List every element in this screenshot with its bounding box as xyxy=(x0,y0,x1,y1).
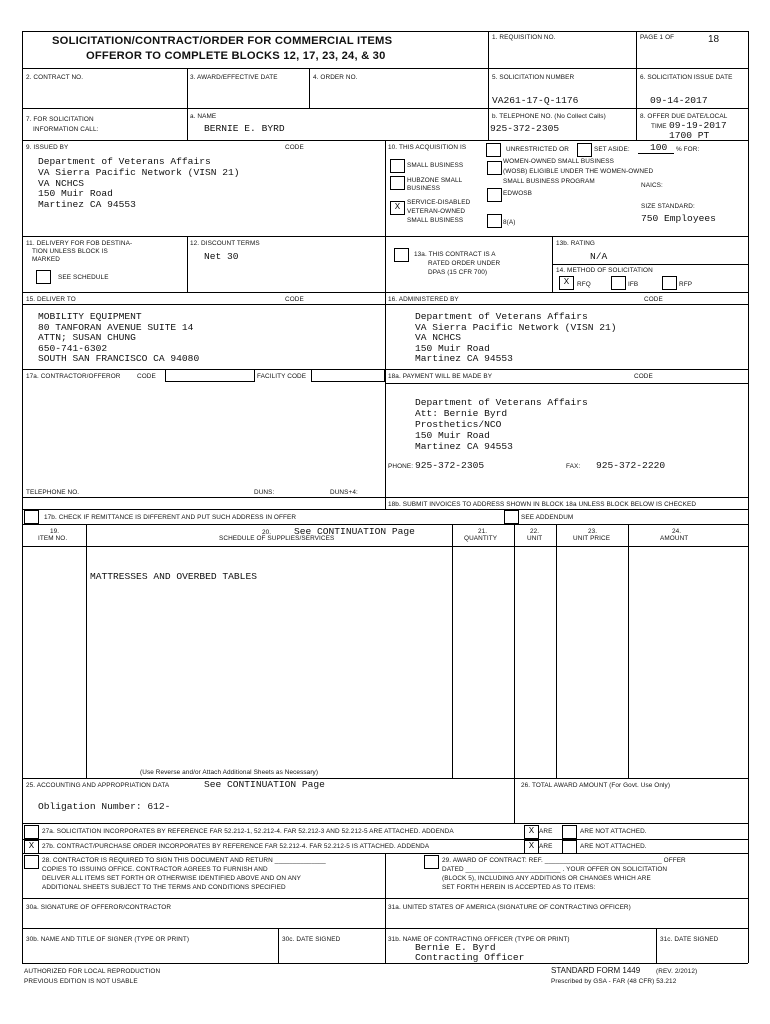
contractor-code-field[interactable] xyxy=(165,369,255,382)
form-subtitle: OFFEROR TO COMPLETE BLOCKS 12, 17, 23, 24, & 30 xyxy=(86,50,386,62)
edwosb-label: EDWOSB xyxy=(503,190,533,197)
remittance-label: 17b. CHECK IF REMITTANCE IS DIFFERENT AND PUT SUCH ADDRESS IN OFFER xyxy=(44,514,297,521)
time-label: TIME xyxy=(651,123,667,130)
27a-are-not-label: ARE NOT ATTACHED. xyxy=(580,828,647,835)
naics-label: NAICS: xyxy=(641,182,663,189)
28-line-2: COPIES TO ISSUING OFFICE. CONTRACTOR AGREES TO FURNISH AND xyxy=(42,866,268,873)
accounting-label: 25. ACCOUNTING AND APPROPRIATION DATA xyxy=(26,782,170,789)
29-line-2: DATED __________________________ . YOUR OFFER ON SOLICITATION xyxy=(442,866,668,873)
see-schedule-checkbox[interactable] xyxy=(36,270,51,284)
sdvosb-checkbox[interactable]: X xyxy=(390,201,405,215)
payment-fax-label: FAX: xyxy=(566,463,581,470)
supplies-label: SCHEDULE OF SUPPLIES/SERVICES xyxy=(219,535,335,542)
unrestricted-label: UNRESTRICTED OR xyxy=(506,146,569,153)
item-no-num: 19. xyxy=(50,528,60,535)
item-no-label: ITEM NO. xyxy=(38,535,68,542)
offeror-date-label: 30c. DATE SIGNED xyxy=(282,936,341,943)
administered-by-line-3: VA NCHCS xyxy=(415,332,462,343)
27b-are-not-label: ARE NOT ATTACHED. xyxy=(580,843,647,850)
27a-label: 27a. SOLICITATION INCORPORATES BY REFERENCE FAR 52.212-1, 52.212-4. FAR 52.212-3 AND 52.212-5 ARE ATTACHED. ADDENDA xyxy=(42,828,454,835)
28-line-4: ADDITIONAL SHEETS SUBJECT TO THE TERMS AND CONDITIONS SPECIFIED xyxy=(42,884,286,891)
eight-a-checkbox[interactable] xyxy=(487,214,502,228)
hubzone-checkbox[interactable] xyxy=(390,176,405,190)
footer-reproduction: AUTHORIZED FOR LOCAL REPRODUCTION xyxy=(24,968,161,975)
unit-label: UNIT xyxy=(527,535,543,542)
accounting-continuation: See CONTINUATION Page xyxy=(204,779,325,790)
signature-co-label: 31a. UNITED STATES OF AMERICA (SIGNATURE OF CONTRACTING OFFICER) xyxy=(388,904,631,911)
size-standard-label: SIZE STANDARD: xyxy=(641,203,695,210)
order-no-label: 4. ORDER NO. xyxy=(313,74,358,81)
co-title: Contracting Officer xyxy=(415,952,525,963)
issued-by-line-1: Department of Veterans Affairs xyxy=(38,156,211,167)
discount-terms-label: 12. DISCOUNT TERMS xyxy=(190,240,260,247)
sdvosb-label: SERVICE-DISABLED xyxy=(407,199,471,206)
dpas-checkbox[interactable] xyxy=(394,248,409,262)
footer-previous-edition: PREVIOUS EDITION IS NOT USABLE xyxy=(24,978,138,985)
page-label: PAGE 1 OF xyxy=(640,34,675,41)
delivery-fob-label-3: MARKED xyxy=(32,256,60,263)
signer-name-label: 30b. NAME AND TITLE OF SIGNER (TYPE OR PRINT) xyxy=(26,936,190,943)
sdvosb-label-3: SMALL BUSINESS xyxy=(407,217,464,224)
solicitation-number[interactable]: VA261-17-Q-1176 xyxy=(492,95,579,106)
hubzone-label-2: BUSINESS xyxy=(407,185,441,192)
contact-name-label: a. NAME xyxy=(190,113,217,120)
deliver-to-label: 15. DELIVER TO xyxy=(26,296,76,303)
payment-code-label: CODE xyxy=(634,373,653,380)
27a-are-label: ARE xyxy=(539,828,553,835)
set-aside-percent[interactable]: 100 xyxy=(650,142,668,153)
amount-label: AMOUNT xyxy=(660,535,689,542)
dpas-label-2: RATED ORDER UNDER xyxy=(428,260,501,267)
total-award-label: 26. TOTAL AWARD AMOUNT (For Govt. Use Only) xyxy=(521,782,671,789)
payment-by-label: 18a. PAYMENT WILL BE MADE BY xyxy=(388,373,493,380)
rating-label: 13b. RATING xyxy=(556,240,595,247)
rfq-checkbox[interactable]: X xyxy=(559,276,574,290)
standard-form-name: STANDARD FORM 1449 xyxy=(551,966,641,975)
deliver-to-line-4: 650-741-6302 xyxy=(38,343,108,354)
payment-line-2: Att: Bernie Byrd xyxy=(415,408,508,419)
solicitation-number-label: 5. SOLICITATION NUMBER xyxy=(492,74,575,81)
payment-line-3: Prosthetics/NCO xyxy=(415,419,502,430)
requisition-label: 1. REQUISITION NO. xyxy=(492,34,556,41)
hubzone-label: HUBZONE SMALL xyxy=(407,177,463,184)
administered-by-line-1: Department of Veterans Affairs xyxy=(415,311,588,322)
quantity-num: 21. xyxy=(478,528,488,535)
dpas-label-3: DPAS (15 CFR 700) xyxy=(428,269,488,276)
wosb-checkbox[interactable] xyxy=(487,161,502,175)
27b-are-not-checkbox[interactable] xyxy=(562,840,577,854)
27a-checkbox[interactable] xyxy=(24,825,39,839)
contractor-label: 17a. CONTRACTOR/OFFEROR xyxy=(26,373,121,380)
27b-are-label: ARE xyxy=(539,843,553,850)
issued-by-line-4: 150 Muir Road xyxy=(38,188,113,199)
dpas-label: 13a. THIS CONTRACT IS A xyxy=(414,251,496,258)
page-total: 18 xyxy=(708,34,720,45)
unit-price-label: UNIT PRICE xyxy=(573,535,611,542)
28-line-3: DELIVER ALL ITEMS SET FORTH OR OTHERWISE IDENTIFIED ABOVE AND ON ANY xyxy=(42,875,302,882)
issue-date-label: 6. SOLICITATION ISSUE DATE xyxy=(640,74,733,81)
form-title: SOLICITATION/CONTRACT/ORDER FOR COMMERCIAL ITEMS xyxy=(52,35,393,47)
delivery-fob-label: 11. DELIVERY FOR FOB DESTINA- xyxy=(26,240,133,247)
contractor-telephone-label: TELEPHONE NO. xyxy=(26,489,80,496)
27b-are-checkbox[interactable]: X xyxy=(524,840,539,854)
prescribed-by: Prescribed by GSA - FAR (48 CFR) 53.212 xyxy=(551,978,677,985)
offer-due-label: 8. OFFER DUE DATE/LOCAL xyxy=(640,113,728,120)
method-label: 14. METHOD OF SOLICITATION xyxy=(556,267,653,274)
see-addendum-label: SEE ADDENDUM xyxy=(521,514,574,521)
award-date-label: 3. AWARD/EFFECTIVE DATE xyxy=(190,74,278,81)
wosb-label-2: (WOSB) ELIGIBLE UNDER THE WOMEN-OWNED xyxy=(503,168,654,175)
28-checkbox[interactable] xyxy=(24,855,39,869)
offer-due-time[interactable]: 1700 PT xyxy=(669,130,710,141)
rfp-checkbox[interactable] xyxy=(662,276,677,290)
administered-by-label: 16. ADMINISTERED BY xyxy=(388,296,459,303)
payment-phone[interactable]: 925-372-2305 xyxy=(415,460,485,471)
acquisition-label: 10. THIS ACQUISITION IS xyxy=(388,144,467,151)
deliver-to-line-3: ATTN; SUSAN CHUNG xyxy=(38,332,136,343)
payment-fax[interactable]: 925-372-2220 xyxy=(596,460,666,471)
percent-for-label: % FOR: xyxy=(676,146,700,153)
delivery-fob-label-2: TION UNLESS BLOCK IS xyxy=(32,248,108,255)
issued-by-label: 9. ISSUED BY xyxy=(26,144,69,151)
29-line-1: 29. AWARD OF CONTRACT: REF. ________________________________ OFFER xyxy=(442,857,686,864)
payment-line-5: Martinez CA 94553 xyxy=(415,441,513,452)
facility-code-label: FACILITY CODE xyxy=(257,373,307,380)
wosb-label: WOMEN-OWNED SMALL BUSINESS xyxy=(503,158,615,165)
deliver-to-line-1: MOBILITY EQUIPMENT xyxy=(38,311,142,322)
schedule-continuation: See CONTINUATION Page xyxy=(294,526,415,537)
info-call-label: 7. FOR SOLICITATION xyxy=(26,116,94,123)
28-line-1: 28. CONTRACTOR IS REQUIRED TO SIGN THIS DOCUMENT AND RETURN ______________ xyxy=(42,857,326,864)
quantity-label: QUANTITY xyxy=(464,535,498,542)
discount-terms-value[interactable]: Net 30 xyxy=(204,251,239,262)
payment-line-1: Department of Veterans Affairs xyxy=(415,397,588,408)
administered-by-line-5: Martinez CA 94553 xyxy=(415,353,513,364)
unit-num: 22. xyxy=(530,528,540,535)
telephone-value[interactable]: 925-372-2305 xyxy=(490,123,560,134)
signature-offeror-label: 30a. SIGNATURE OF OFFEROR/CONTRACTOR xyxy=(26,904,172,911)
small-business-checkbox[interactable] xyxy=(390,159,405,173)
co-name-label: 31b. NAME OF CONTRACTING OFFICER (TYPE OR PRINT) xyxy=(388,936,570,943)
contract-no-label: 2. CONTRACT NO. xyxy=(26,74,84,81)
sdvosb-label-2: VETERAN-OWNED xyxy=(407,208,466,215)
co-date-label: 31c. DATE SIGNED xyxy=(660,936,719,943)
eight-a-label: 8(A) xyxy=(503,219,516,226)
issued-by-line-5: Martinez CA 94553 xyxy=(38,199,136,210)
duns-label: DUNS: xyxy=(254,489,275,496)
27b-label: 27b. CONTRACT/PURCHASE ORDER INCORPORATES BY REFERENCE FAR 52.212-4. FAR 52.212-5 IS ATTACHED. ADDENDA xyxy=(42,843,430,850)
co-name: Bernie E. Byrd xyxy=(415,942,496,953)
remittance-checkbox[interactable] xyxy=(24,510,39,524)
29-line-4: SET FORTH HEREIN IS ACCEPTED AS TO ITEMS: xyxy=(442,884,596,891)
administered-by-line-4: 150 Muir Road xyxy=(415,343,490,354)
standard-form-rev: (REV. 2/2012) xyxy=(656,968,698,975)
issued-by-line-3: VA NCHCS xyxy=(38,178,85,189)
27a-are-not-checkbox[interactable] xyxy=(562,825,577,839)
duns4-label: DUNS+4: xyxy=(330,489,358,496)
set-aside-checkbox[interactable] xyxy=(577,143,592,157)
amount-num: 24. xyxy=(672,528,682,535)
27a-are-checkbox[interactable]: X xyxy=(524,825,539,839)
27b-checkbox[interactable]: X xyxy=(24,840,39,854)
see-addendum-checkbox[interactable] xyxy=(504,510,519,524)
deliver-to-code-label: CODE xyxy=(285,296,304,303)
invoice-label: 18b. SUBMIT INVOICES TO ADDRESS SHOWN IN BLOCK 18a UNLESS BLOCK BELOW IS CHECKED xyxy=(388,501,697,508)
issued-by-code-label: CODE xyxy=(285,144,304,151)
rating-value[interactable]: N/A xyxy=(590,251,608,262)
deliver-to-line-2: 80 TANFORAN AVENUE SUITE 14 xyxy=(38,322,194,333)
telephone-label: b. TELEPHONE NO. (No Collect Calls) xyxy=(492,113,606,120)
deliver-to-line-5: SOUTH SAN FRANCISCO CA 94080 xyxy=(38,353,200,364)
29-checkbox[interactable] xyxy=(424,855,439,869)
small-business-label: SMALL BUSINESS xyxy=(407,162,464,169)
issued-by-line-2: VA Sierra Pacific Network (VISN 21) xyxy=(38,167,240,178)
contact-name[interactable]: BERNIE E. BYRD xyxy=(204,123,285,134)
edwosb-checkbox[interactable] xyxy=(487,188,502,202)
unit-price-num: 23. xyxy=(588,528,598,535)
rfp-label: RFP xyxy=(679,281,693,288)
facility-code-field[interactable] xyxy=(311,369,385,382)
obligation-number[interactable]: Obligation Number: 612- xyxy=(38,801,171,812)
size-standard-value[interactable]: 750 Employees xyxy=(641,213,716,224)
ifb-label: IFB xyxy=(628,281,639,288)
see-schedule-label: SEE SCHEDULE xyxy=(58,274,109,281)
info-call-label-2: INFORMATION CALL: xyxy=(33,126,99,133)
rfq-label: RFQ xyxy=(577,281,591,288)
offer-due-date[interactable]: 09-19-2017 xyxy=(669,120,727,131)
set-aside-label: SET ASIDE: xyxy=(594,146,630,153)
contractor-code-label: CODE xyxy=(137,373,156,380)
issue-date[interactable]: 09-14-2017 xyxy=(650,95,708,106)
wosb-label-3: SMALL BUSINESS PROGRAM xyxy=(503,178,595,185)
reverse-note: (Use Reverse and/or Attach Additional Sheets as Necessary) xyxy=(140,769,319,776)
schedule-item-text: MATTRESSES AND OVERBED TABLES xyxy=(90,571,257,582)
administered-by-line-2: VA Sierra Pacific Network (VISN 21) xyxy=(415,322,617,333)
unrestricted-checkbox[interactable] xyxy=(486,143,501,157)
payment-phone-label: PHONE: xyxy=(388,463,414,470)
payment-line-4: 150 Muir Road xyxy=(415,430,490,441)
administered-by-code-label: CODE xyxy=(644,296,663,303)
supplies-num: 20. xyxy=(262,529,272,536)
ifb-checkbox[interactable] xyxy=(611,276,626,290)
29-line-3: (BLOCK 5), INCLUDING ANY ADDITIONS OR CHANGES WHICH ARE xyxy=(442,875,651,882)
